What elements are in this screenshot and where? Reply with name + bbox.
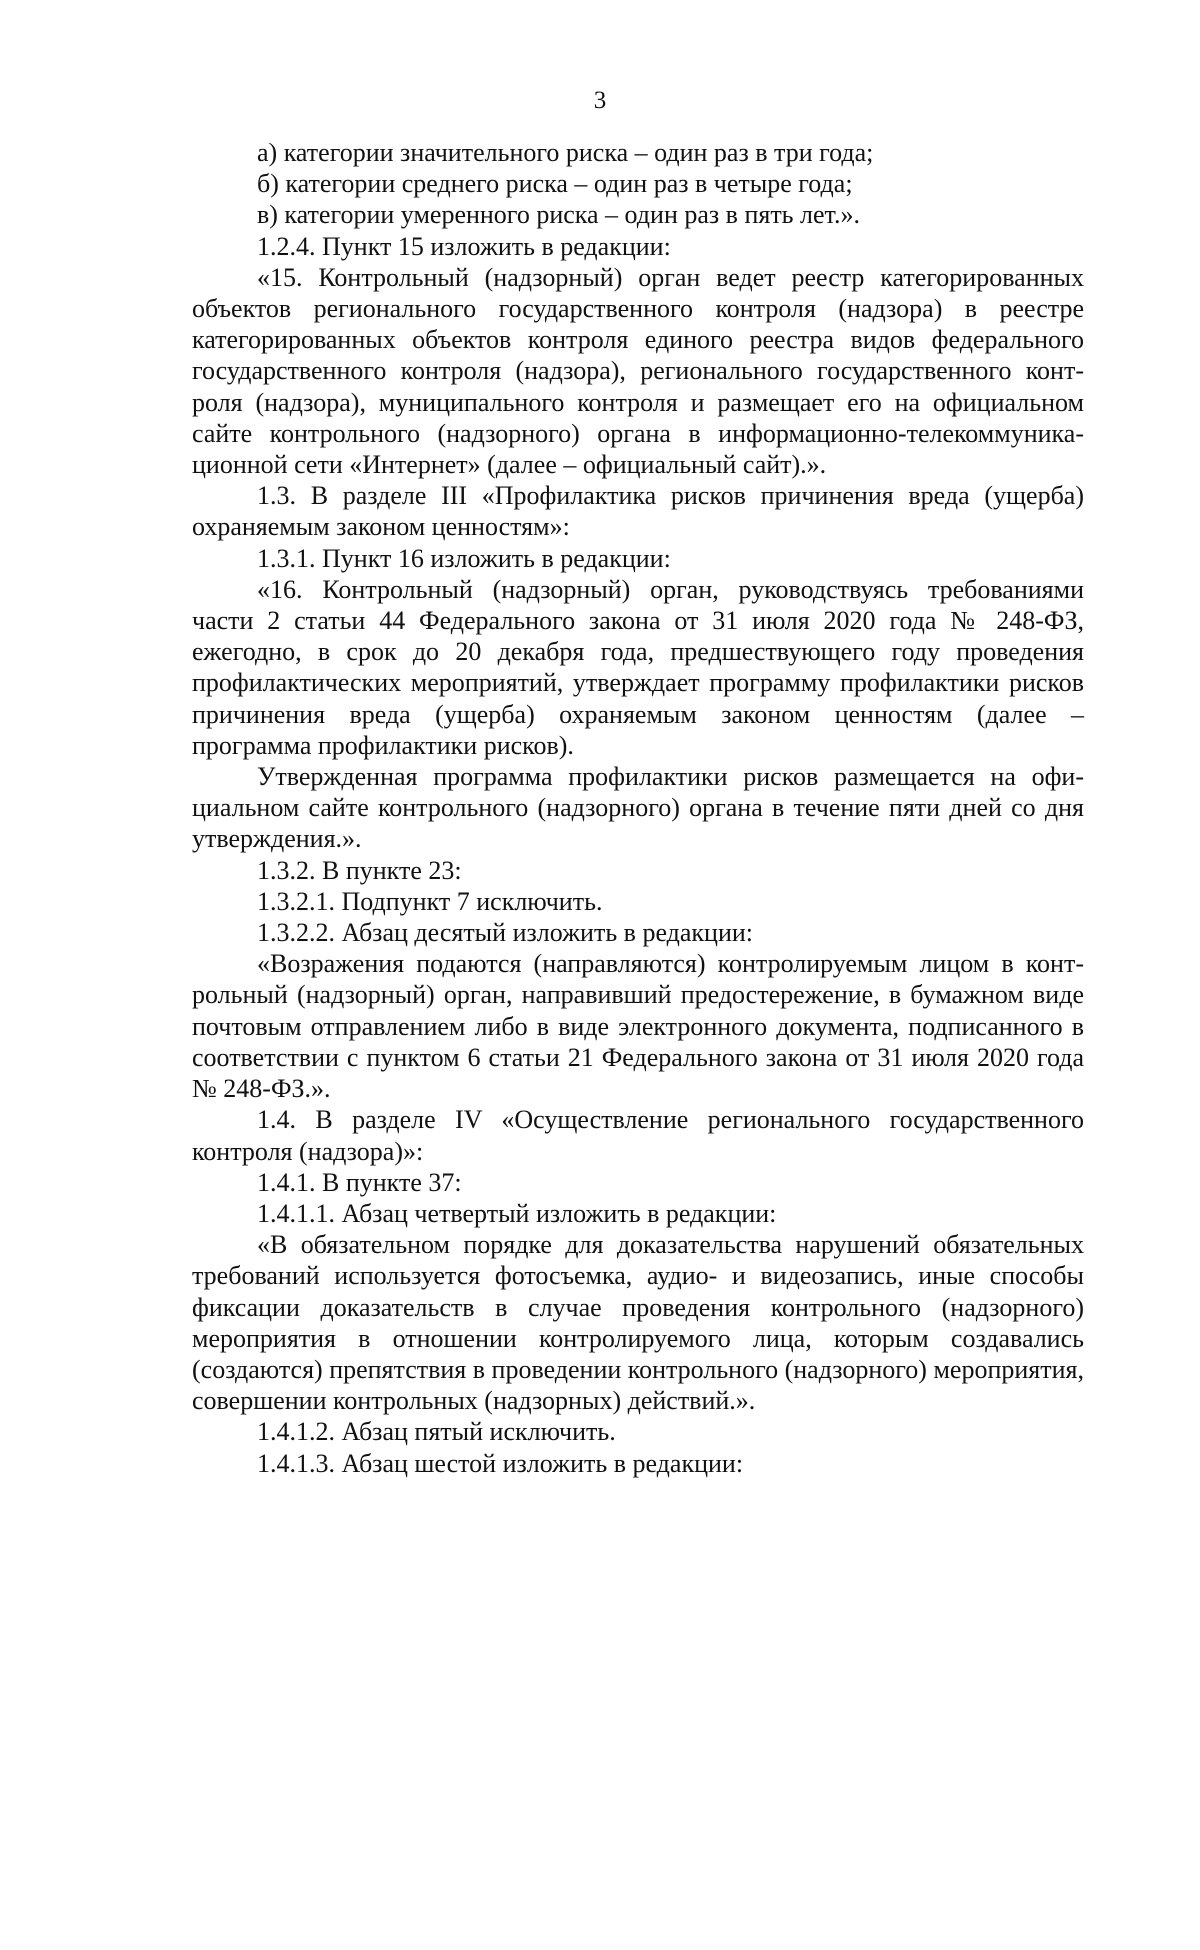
paragraph-item-16: «16. Контрольный (надзорный) орган, руководствуясь требованиями части 2 статьи 44 Федерального закона от 31 июля 2020 года № 248-ФЗ, ежегодно, в срок до 20 декабря года, предшествующего году проведения профилактических мероприятий, утверждает программу профилактики рисков причинения вреда (ущерба) охраняемым законом ценностям (далее – программа профилактики рисков). <box>192 574 1084 760</box>
paragraph-mandatory-recording: «В обязательном порядке для доказательства нарушений обязательных требований используется фотосъемка, аудио- и видеозапись, иные способы фиксации доказательств в случае проведения контрольного (надзорного) мероприятия в отношении контролируемого лица, которым создавались (создаются) препятствия в проведении контрольного (надзорного) мероприятия, совершении контрольных (надзорных) действий.». <box>192 1230 1084 1416</box>
paragraph-1-2-4: 1.2.4. Пункт 15 изложить в редакции: <box>257 231 671 261</box>
paragraph-objections: «Возражения подаются (направляются) контролируемым лицом в контрольный (надзорный) орган, направивший предостережение, в бумажном виде почтовым отправлением либо в виде электронного документа, подписанного в соответствии с пунктом 6 статьи 21 Федерального закона от 31 июля 2020 года № 248-ФЗ.». <box>192 949 1084 1104</box>
paragraph-1-3: 1.3. В разделе III «Профилактика рисков причинения вреда (ущерба) охраняемым законом ценностям»: <box>192 481 1084 542</box>
paragraph-1-4-1-1: 1.4.1.1. Абзац четвертый изложить в редакции: <box>257 1198 777 1228</box>
paragraph-1-4-1-3: 1.4.1.3. Абзац шестой изложить в редакции: <box>257 1448 744 1478</box>
paragraph-3a: а) категории значительного риска – один раз в три года; <box>257 138 874 167</box>
paragraph-1-4-1: 1.4.1. В пункте 37: <box>257 1167 462 1197</box>
document-body <box>192 137 1084 1479</box>
paragraph-program-published: Утвержденная программа профилактики рисков размещается на официальном сайте контрольного (надзорного) органа в течение пяти дней со дня утверждения.». <box>192 762 1084 854</box>
paragraph-1-3-1: 1.3.1. Пункт 16 изложить в редакции: <box>257 543 671 573</box>
paragraph-1-4: 1.4. В разделе IV «Осуществление регионального государственного контроля (надзора)»: <box>192 1105 1084 1166</box>
paragraph-3b: б) категории среднего риска – один раз в четыре года; <box>257 169 853 199</box>
paragraph-3c: в) категории умеренного риска – один раз в пять лет.». <box>257 200 860 230</box>
page-number: 3 <box>593 87 607 114</box>
paragraph-1-3-2: 1.3.2. В пункте 23: <box>257 855 462 885</box>
paragraph-1-3-2-1: 1.3.2.1. Подпункт 7 исключить. <box>257 886 603 916</box>
paragraph-1-4-1-2: 1.4.1.2. Абзац пятый исключить. <box>257 1417 616 1447</box>
paragraph-item-15: «15. Контрольный (надзорный) орган ведет реестр категорированных объектов регионального государственного контроля (надзора) в реестре категорированных объектов контроля единого реестра видов федерального государственного контроля (надзора), регионального государственного контроля (надзора), муниципального контроля и размещает его на официальном сайте контрольного (надзорного) органа в информационно-телекоммуникационной сети «Интернет» (далее – официальный сайт).». <box>192 262 1084 480</box>
paragraph-1-3-2-2: 1.3.2.2. Абзац десятый изложить в редакции: <box>257 918 754 948</box>
